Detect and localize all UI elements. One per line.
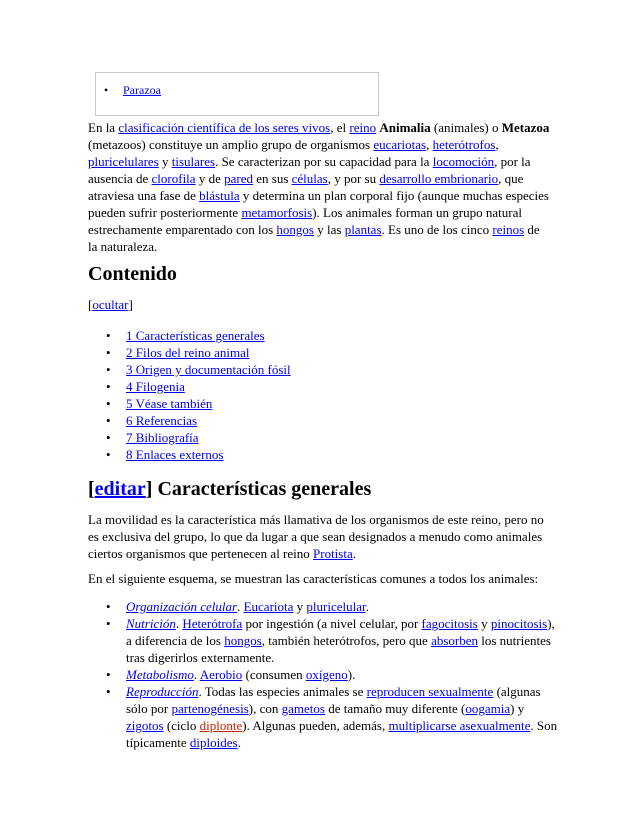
list-item: • Reproducción. Todas las especies animales se reproducen sexualmente (algunas sólo por partenogénesis), con gametos de tamaño muy diferente (oogamia) y zigotos (ciclo diplonte). Algunas pueden, además, multiplicarse asexualmente. Son típicamente diploides.: [106, 684, 558, 750]
contents-heading: Contenido: [88, 263, 177, 285]
link-zigotos[interactable]: zigotos: [126, 718, 164, 733]
link-pared[interactable]: pared: [224, 171, 253, 186]
section-paragraph-2: En el siguiente esquema, se muestran las características comunes a todos los animales:: [88, 571, 539, 586]
toc-item: [88, 361, 558, 378]
link-reinos[interactable]: reinos: [492, 222, 525, 237]
bullet-icon: •: [106, 379, 111, 394]
link-hongos-2[interactable]: hongos: [224, 633, 262, 648]
bullet-icon: •: [106, 345, 111, 360]
link-aerobio[interactable]: Aerobio: [199, 667, 243, 682]
link-pluricelular[interactable]: pluricelular: [306, 599, 366, 614]
link-gametos[interactable]: gametos: [281, 701, 325, 716]
toc-item: [88, 429, 558, 446]
bullet-icon: •: [106, 430, 111, 445]
bullet-icon: •: [106, 447, 111, 462]
link-diploides[interactable]: diploides: [189, 735, 238, 750]
contents-toggle: [ocultar]: [88, 297, 133, 312]
toc-link[interactable]: 3 Origen y documentación fósil: [126, 362, 291, 377]
link-heterotrofos[interactable]: heterótrofos: [432, 137, 496, 152]
list-item: • Nutrición. Heterótrofa por ingestión (a nivel celular, por fagocitosis y pinocitosis), a diferencia de los hongos, también heterótrofos, pero que absorben los nutrientes tras digerirlos externamente.: [106, 616, 555, 665]
link-pinocitosis[interactable]: pinocitosis: [490, 616, 548, 631]
related-item: [104, 82, 161, 99]
link-partenogenesis[interactable]: partenogénesis: [171, 701, 249, 716]
link-oogamia[interactable]: oogamia: [465, 701, 511, 716]
parazoa-link[interactable]: Parazoa: [123, 83, 161, 97]
link-plantas[interactable]: plantas: [344, 222, 382, 237]
section-paragraph-1: La movilidad es la característica más llamativa de los organismos de este reino, pero no es exclusiva del grupo, lo que da lugar a que sean designados a menudo como animales ciertos organismos que pertenecen al reino Protista.: [88, 512, 544, 561]
toc-link[interactable]: 4 Filogenia: [126, 379, 185, 394]
toc-link[interactable]: 5 Véase también: [126, 396, 213, 411]
bullet-icon: •: [106, 413, 111, 428]
link-metabolismo[interactable]: Metabolismo: [126, 667, 194, 682]
bullet-icon: •: [106, 667, 111, 682]
toc-link[interactable]: 1 Características generales: [126, 328, 265, 343]
toc-list: [88, 327, 558, 463]
bullet-icon: •: [106, 599, 111, 614]
link-protista[interactable]: Protista: [313, 546, 353, 561]
link-reino[interactable]: reino: [349, 120, 377, 135]
link-locomocion[interactable]: locomoción: [432, 154, 495, 169]
toc-item: [88, 378, 558, 395]
toc-link[interactable]: 8 Enlaces externos: [126, 447, 224, 462]
section-heading: [editar] Características generales: [88, 478, 372, 500]
bullet-icon: •: [104, 83, 109, 97]
toc-item: [88, 395, 558, 412]
link-eucariotas[interactable]: eucariotas: [373, 137, 427, 152]
hide-toc-link[interactable]: ocultar: [92, 297, 129, 312]
link-blastula[interactable]: blástula: [199, 188, 240, 203]
toc-link[interactable]: 7 Bibliografía: [126, 430, 199, 445]
intro-paragraph: En la clasificación científica de los seres vivos, el reino Animalia (animales) o Metazoa (metazoos) constituye un amplio grupo de organismos eucariotas, heterótrofos, pluricelulares y tisulares. Se caracterizan por su capacidad para la locomoción, por la ausencia de clorofila y de pared en sus células, y por su desarrollo embrionario, que atraviesa una fase de blástula y determina un plan corporal fijo (aunque muchas especies pueden sufrir posteriormente metamorfosis). Los animales forman un grupo natural estrechamente emparentado con los hongos y las plantas. Es uno de los cinco reinos de la naturaleza.: [88, 120, 550, 254]
bullet-icon: •: [106, 362, 111, 377]
link-clasificacion[interactable]: clasificación científica de los seres vivos: [118, 120, 331, 135]
link-tisulares[interactable]: tisulares: [171, 154, 216, 169]
link-desarrollo-embrionario[interactable]: desarrollo embrionario: [379, 171, 499, 186]
link-nutricion[interactable]: Nutrición: [126, 616, 176, 631]
link-celulas[interactable]: células: [291, 171, 328, 186]
related-box: [95, 72, 379, 116]
link-oxigeno[interactable]: oxígeno: [305, 667, 348, 682]
link-metamorfosis[interactable]: metamorfosis: [241, 205, 313, 220]
toc-link[interactable]: 6 Referencias: [126, 413, 198, 428]
link-fagocitosis[interactable]: fagocitosis: [421, 616, 478, 631]
edit-link[interactable]: editar: [94, 478, 146, 500]
link-hongos[interactable]: hongos: [276, 222, 314, 237]
list-item: • Organización celular. Eucariota y pluricelular.: [106, 599, 369, 614]
toc-item: [88, 344, 558, 361]
link-absorben[interactable]: absorben: [431, 633, 478, 648]
link-heterotrofa[interactable]: Heterótrofa: [182, 616, 243, 631]
bullet-icon: •: [106, 616, 111, 631]
toc-item: [88, 327, 558, 344]
characteristics-list: [88, 598, 558, 751]
link-reproduccion[interactable]: Reproducción: [126, 684, 199, 699]
toc-item: [88, 446, 558, 463]
bullet-icon: •: [106, 328, 111, 343]
link-pluricelulares[interactable]: pluricelulares: [88, 154, 159, 169]
link-multiplicarse-asexualmente[interactable]: multiplicarse asexualmente: [388, 718, 531, 733]
bullet-icon: •: [106, 684, 111, 699]
link-organizacion-celular[interactable]: Organización celular: [126, 599, 238, 614]
toc-link[interactable]: 2 Filos del reino animal: [126, 345, 250, 360]
link-reproducen-sexualmente[interactable]: reproducen sexualmente: [366, 684, 494, 699]
bullet-icon: •: [106, 396, 111, 411]
link-diplonte[interactable]: diplonte: [199, 718, 243, 733]
toc-item: [88, 412, 558, 429]
link-clorofila[interactable]: clorofila: [151, 171, 196, 186]
link-eucariota[interactable]: Eucariota: [243, 599, 294, 614]
list-item: • Metabolismo. Aerobio (consumen oxígeno).: [106, 667, 356, 682]
